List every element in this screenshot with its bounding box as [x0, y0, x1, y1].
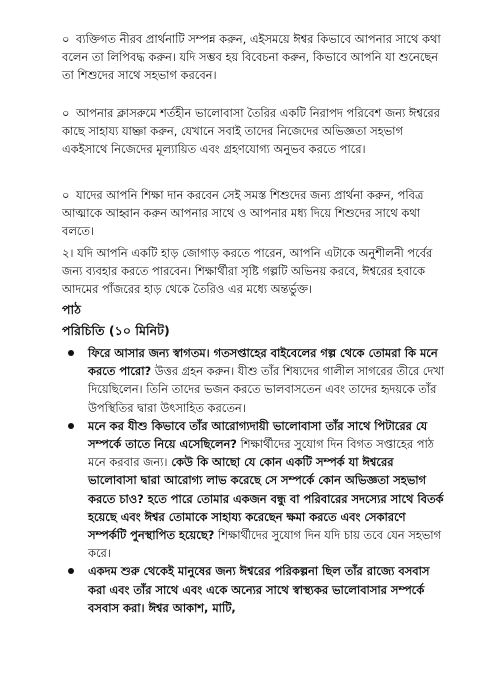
bullet-icon: [68, 423, 74, 429]
bullet-bold-text: ফিরে আসার জন্য স্বাগতম। গতসপ্তাহের বাইবেলের গল্প থেকে তোমরা কি মনে করতে পারো?: [88, 346, 438, 379]
bullet-text: উত্তর গ্রহন করুন। যীশু তাঁর শিষ্যদের গালীল সাগরের তীরে দেখা দিয়েছিলেন। তিনি তাদের ভজন করতে ভালবাসতেন এবং তাদের হৃদয়কে তাঁর উপস্থিতির দ্বারা উৎসাহিত করতেন।: [88, 364, 445, 415]
section-title: পাঠ: [62, 302, 81, 317]
prayer-step-2-text: আপনার ক্লাসরুমে শর্তহীন ভালোবাসা তৈরির একটি নিরাপদ পরিবেশ জন্য ঈশ্বরের কাছে সাহায্য যাচ্ঞা করুন, যেখানে সবাই তাদের নিজেদের অভিজ্ঞতা সহভাগ একইসাথে নিজেদের মূল্যায়িত এবং গ্রহণযোগ্য অনুভব করতে পারে।: [62, 106, 440, 157]
list-marker: ০: [62, 32, 70, 46]
bullet-text: শিক্ষার্থীদের সুযোগ দিন বিগত সপ্তাহের পাঠ মনে করবার জন্য।: [88, 437, 434, 470]
list-item: [62, 562, 446, 617]
list-marker: ০: [62, 188, 70, 202]
prayer-step-2: [62, 104, 446, 159]
bullet-text: শিক্ষার্থীদের সুযোগ দিন যদি চায় তবে যেন সহভাগ করে।: [88, 528, 441, 561]
prayer-step-1-text: ব্যক্তিগত নীরব প্রার্থনাটি সম্পন্ন করুন, এইসময়ে ঈশ্বর কিভাবে আপনার সাথে কথা বলেন তা লিপিবদ্ধ করুন। যদি সম্ভব হয় বিবেচনা করুন, কিভাবে আপনি যা শুনেছেন তা শিশুদের সাথে সহভাগ করবেন।: [62, 32, 441, 83]
prayer-step-3: [62, 186, 446, 241]
intro-bullet-list: [62, 344, 446, 617]
bullet-icon: [68, 350, 74, 356]
list-marker: ০: [62, 106, 70, 120]
bullet-bold-text: একদম শুরু থেকেই মানুষের জন্য ঈশ্বরের পরিকল্পনা ছিল তাঁর রাজ্যে বসবাস করা এবং তাঁর সাথে এবং একে অন্যের সাথে স্বাস্থ্যকর ভালোবাসার সম্পর্কে বসবাস করা। ঈশ্বর আকাশ, মাটি,: [88, 564, 430, 615]
intro-heading: পরিচিতি (১০ মিনিট): [62, 323, 170, 338]
list-item: [62, 344, 446, 417]
numbered-item-two: ২। যদি আপনি একটি হাড় জোগাড় করতে পারেন, আপনি এটাকে অনুশীলনী পর্বের জন্য ব্যবহার করতে পারবেন। শিক্ষার্থীরা সৃষ্টি গল্পটি অভিনয় করবে, ঈশ্বরের হবাকে আদমের পাঁজরের হাড় থেকে তৈরিও এর মধ্যে অন্তর্ভুক্ত।: [62, 246, 433, 297]
bullet-icon: [68, 568, 74, 574]
bullet-bold-text: কেউ কি আছো যে কোন একটি সম্পর্ক যা ঈশ্বরের ভালোবাসা দ্বারা আরোগ্য লাভ করেছে সে সম্পর্কে কোন অভিজ্ঞতা সহভাগ করতে চাও? হতে পারে তোমার একজন বন্ধু বা পরিবারের সদস্যের সাথে বিতর্ক হয়েছে এবং ঈশ্বর তোমাকে সাহায্য করেছেন ক্ষমা করতে এবং সেকারণে সম্পর্কটি পুনস্থাপিত হয়েছে?: [88, 455, 444, 543]
list-item: [62, 417, 446, 563]
bullet-bold-text: মনে কর যীশু কিভাবে তাঁর আরোগ্যদায়ী ভালোবাসা তাঁর সাথে পিটারের যে সম্পর্কে তাতে নিয়ে এসেছিলেন?: [88, 418, 428, 452]
prayer-step-3-text: যাদের আপনি শিক্ষা দান করবেন সেই সমস্ত শিশুদের জন্য প্রার্থনা করুন, পবিত্র আত্মাকে আহ্বান করুন আপনার সাথে ও আপনার মধ্য দিয়ে শিশুদের সাথে কথা বলতে।: [62, 188, 424, 239]
prayer-step-1: [62, 30, 446, 85]
